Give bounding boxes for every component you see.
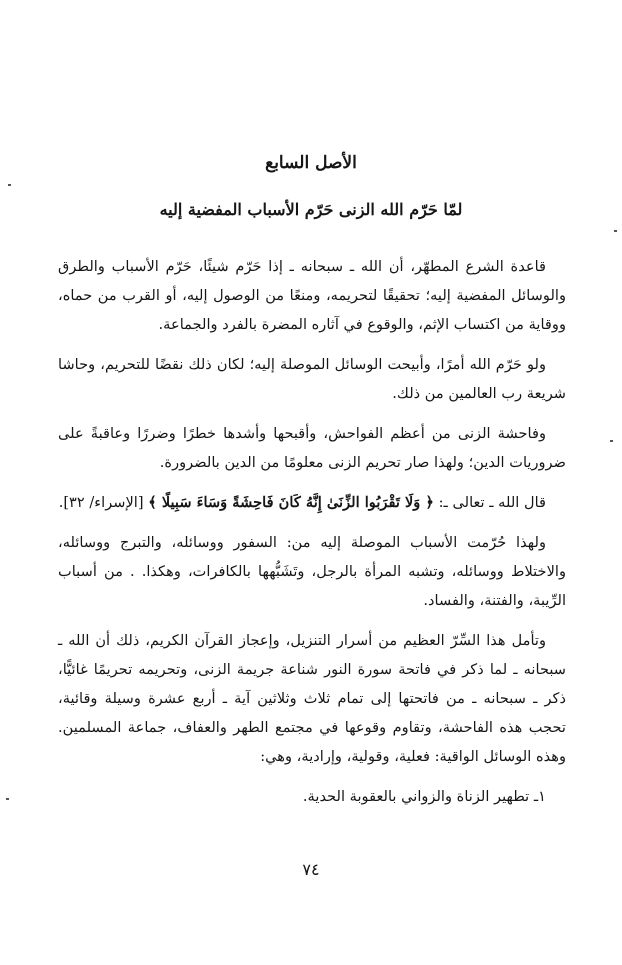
body-text [58,252,566,822]
paragraph-1: قاعدة الشرع المطهّر، أن الله ـ سبحانه ـ إذا حَرّم شيئًا، حَرّم الأسباب والطرق والوسائل المفضية إليه؛ تحقيقًا لتحريمه، ومنعًا من الوصول إليه، أو القرب من حماه، ووقاية من اكتساب الإثم، والوقوع في آثاره المضرة بالفرد والجماعة. [58,258,566,333]
verse-paragraph [58,488,566,517]
scan-speck [610,440,613,442]
paragraph-2: ولو حَرّم الله أمرًا، وأبيحت الوسائل الموصلة إليه؛ لكان ذلك نقضًا للتحريم، وحاشا شريعة رب العالمين من ذلك. [58,356,566,402]
verse-intro: قال الله ـ تعالى ـ: [433,494,546,511]
scan-speck [6,798,9,800]
chapter-title: الأصل السابع [265,153,357,173]
chapter-subtitle: لمّا حَرّم الله الزنى حَرّم الأسباب المفضية إليه [159,200,463,219]
list-item-1: ١ـ تطهير الزناة والزواني بالعقوبة الحدية. [302,788,546,805]
quran-verse: ﴿ وَلَا تَقْرَبُوا الزِّنَىٰ إِنَّهُ كَانَ فَاحِشَةً وَسَاءَ سَبِيلًا ﴾ [148,494,434,511]
scan-speck [614,230,617,232]
paragraph-3: وفاحشة الزنى من أعظم الفواحش، وأقبحها وأشدها خطرًا وضررًا وعاقبةً على ضروريات الدين؛ ولهذا صار تحريم الزنى معلومًا من الدين بالضرورة. [58,425,566,471]
paragraph-5: وتأمل هذا السِّرّ العظيم من أسرار التنزيل، وإعجاز القرآن الكريم، ذلك أن الله ـ سبحانه ـ لما ذكر في فاتحة سورة النور شناعة جريمة الزنى، وتحريمه تحريمًا غائيًّا، ذكر ـ سبحانه ـ من فاتحتها إلى تمام ثلاث وثلاثين آية ـ أربع عشرة وسيلة وقائية، تحجب هذه الفاحشة، وتقاوم وقوعها في مجتمع الطهر والعفاف، جماعة المسلمين. وهذه الوسائل الواقية: فعلية، وقولية، وإرادية، وهي: [58,632,566,765]
paragraph-4: ولهذا حُرّمت الأسباب الموصلة إليه من: السفور ووسائله، والتبرج ووسائله، والاختلاط ووسائله، وتشبه المرأة بالرجل، وتَشَبُّهها بالكافرات، وهكذا. . من أسباب الرِّيبة، والفتنة، والفساد. [58,534,566,609]
page-number: ٧٤ [302,860,320,879]
scan-speck [8,184,11,186]
verse-reference: [الإسراء/ ٣٢]. [58,494,149,511]
